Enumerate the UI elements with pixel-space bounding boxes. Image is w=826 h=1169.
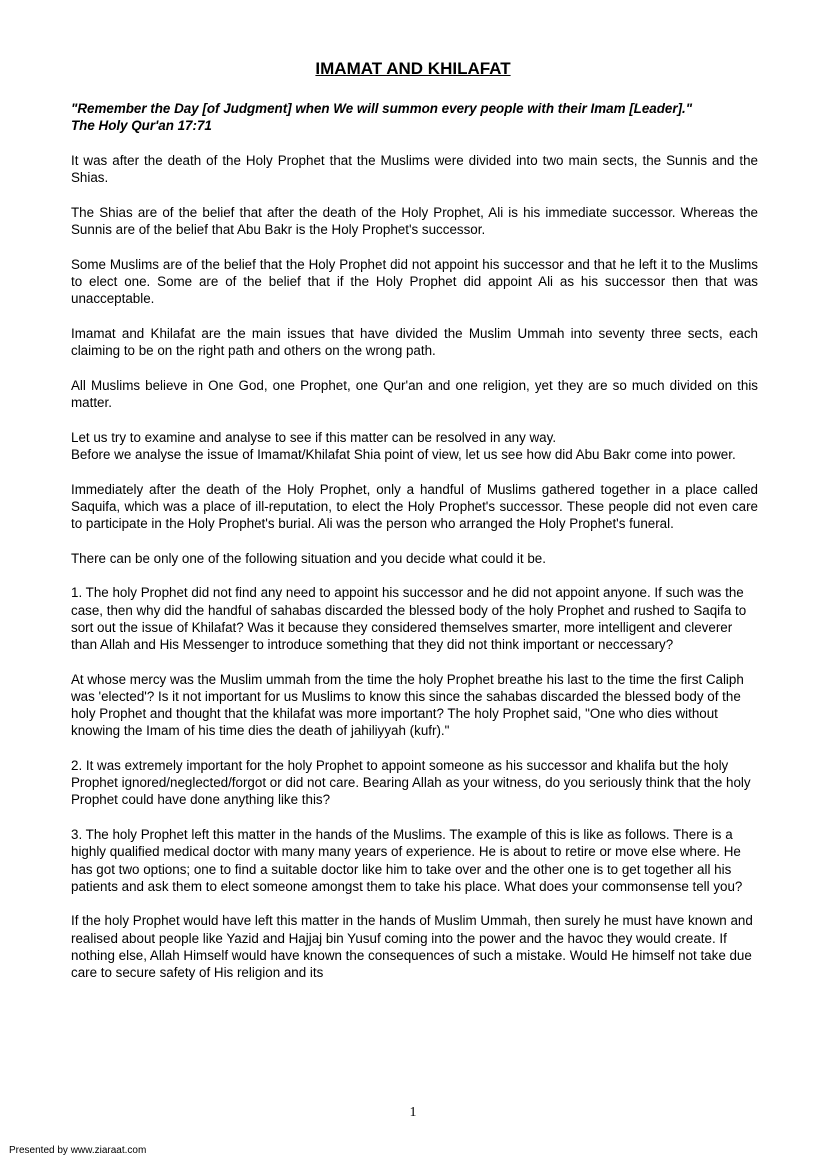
paragraph: At whose mercy was the Muslim ummah from the time the holy Prophet breathe his last to the time the first Caliph was 'elected'? Is it not important for us Muslims to know this since the sahabas discarded the blessed body of the holy Prophet and thought that the khilafat was more important? The holy Prophet said, "One who dies without knowing the Imam of his time dies the death of jahiliyyah (kufr)." [71,671,744,739]
paragraph: Immediately after the death of the Holy Prophet, only a handful of Muslims gathered together in a place called Saquifa, which was a place of ill-reputation, to elect the Holy Prophet's successor. These people did not even care to participate in the Holy Prophet's burial. Ali was the person who arranged the Holy Prophet's funeral. [71,481,758,531]
paragraph: It was after the death of the Holy Prophet that the Muslims were divided into two main sects, the Sunnis and the Shias. [71,152,758,186]
footer-presented-by: Presented by www.ziaraat.com [9,1145,147,1156]
paragraph: Some Muslims are of the belief that the Holy Prophet did not appoint his successor and that he left it to the Muslims to elect one. Some are of the belief that if the Holy Prophet did appoint Ali as his successor then that was unacceptable. [71,256,758,307]
paragraph: The Shias are of the belief that after the death of the Holy Prophet, Ali is his immediate successor. Whereas the Sunnis are of the belief that Abu Bakr is the Holy Prophet's successor. [71,204,758,238]
page-number: 1 [409,1105,417,1120]
document-body [71,100,758,981]
paragraph: Before we analyse the issue of Imamat/Khilafat Shia point of view, let us see how did Abu Bakr come into power. [71,446,736,462]
paragraph: 3. The holy Prophet left this matter in the hands of the Muslims. The example of this is like as follows. There is a highly qualified medical doctor with many many years of experience. He is about to retire or move else where. He has got two options; one to find a suitable doctor like him to take over and the other one is to get together all his patients and ask them to elect someone amongst them to take his place. What does your commonsense tell you? [71,827,743,894]
paragraph: Imamat and Khilafat are the main issues that have divided the Muslim Ummah into seventy three sects, each claiming to be on the right path and others on the wrong path. [71,325,758,359]
paragraph: All Muslims believe in One God, one Prophet, one Qur'an and one religion, yet they are so much divided on this matter. [71,377,758,410]
epigraph-source: The Holy Qur'an 17:71 [71,118,212,134]
paragraph: 1. The holy Prophet did not find any need to appoint his successor and he did not appoint anyone. If such was the case, then why did the handful of sahabas discarded the blessed body of the holy Prophet and rushed to Saqifa to sort out the issue of Khilafat? Was it because they considered themselves smarter, more intelligent and cleverer than Allah and His Messenger to introduce something that they did not think important or neccessary? [71,585,747,652]
epigraph-quote: "Remember the Day [of Judgment] when We will summon every people with their Imam [Leader]." [71,101,693,116]
document-title: IMAMAT AND KHILAFAT [315,59,511,78]
paragraph: If the holy Prophet would have left this matter in the hands of Muslim Ummah, then surely he must have known and realised about people like Yazid and Hajjaj bin Yusuf coming into the power and the havoc they would create. If nothing else, Allah Himself would have known the consequences of such a mistake. Would He himself not take due care to secure safety of His religion and its [71,913,753,981]
paragraph: 2. It was extremely important for the holy Prophet to appoint someone as his successor and khalifa but the holy Prophet ignored/neglected/forgot or did not care. Bearing Allah as your witness, do you seriously think that the holy Prophet could have done anything like this? [71,757,751,808]
paragraph: Let us try to examine and analyse to see if this matter can be resolved in any way. [71,429,557,445]
paragraph: There can be only one of the following situation and you decide what could it be. [71,550,546,566]
